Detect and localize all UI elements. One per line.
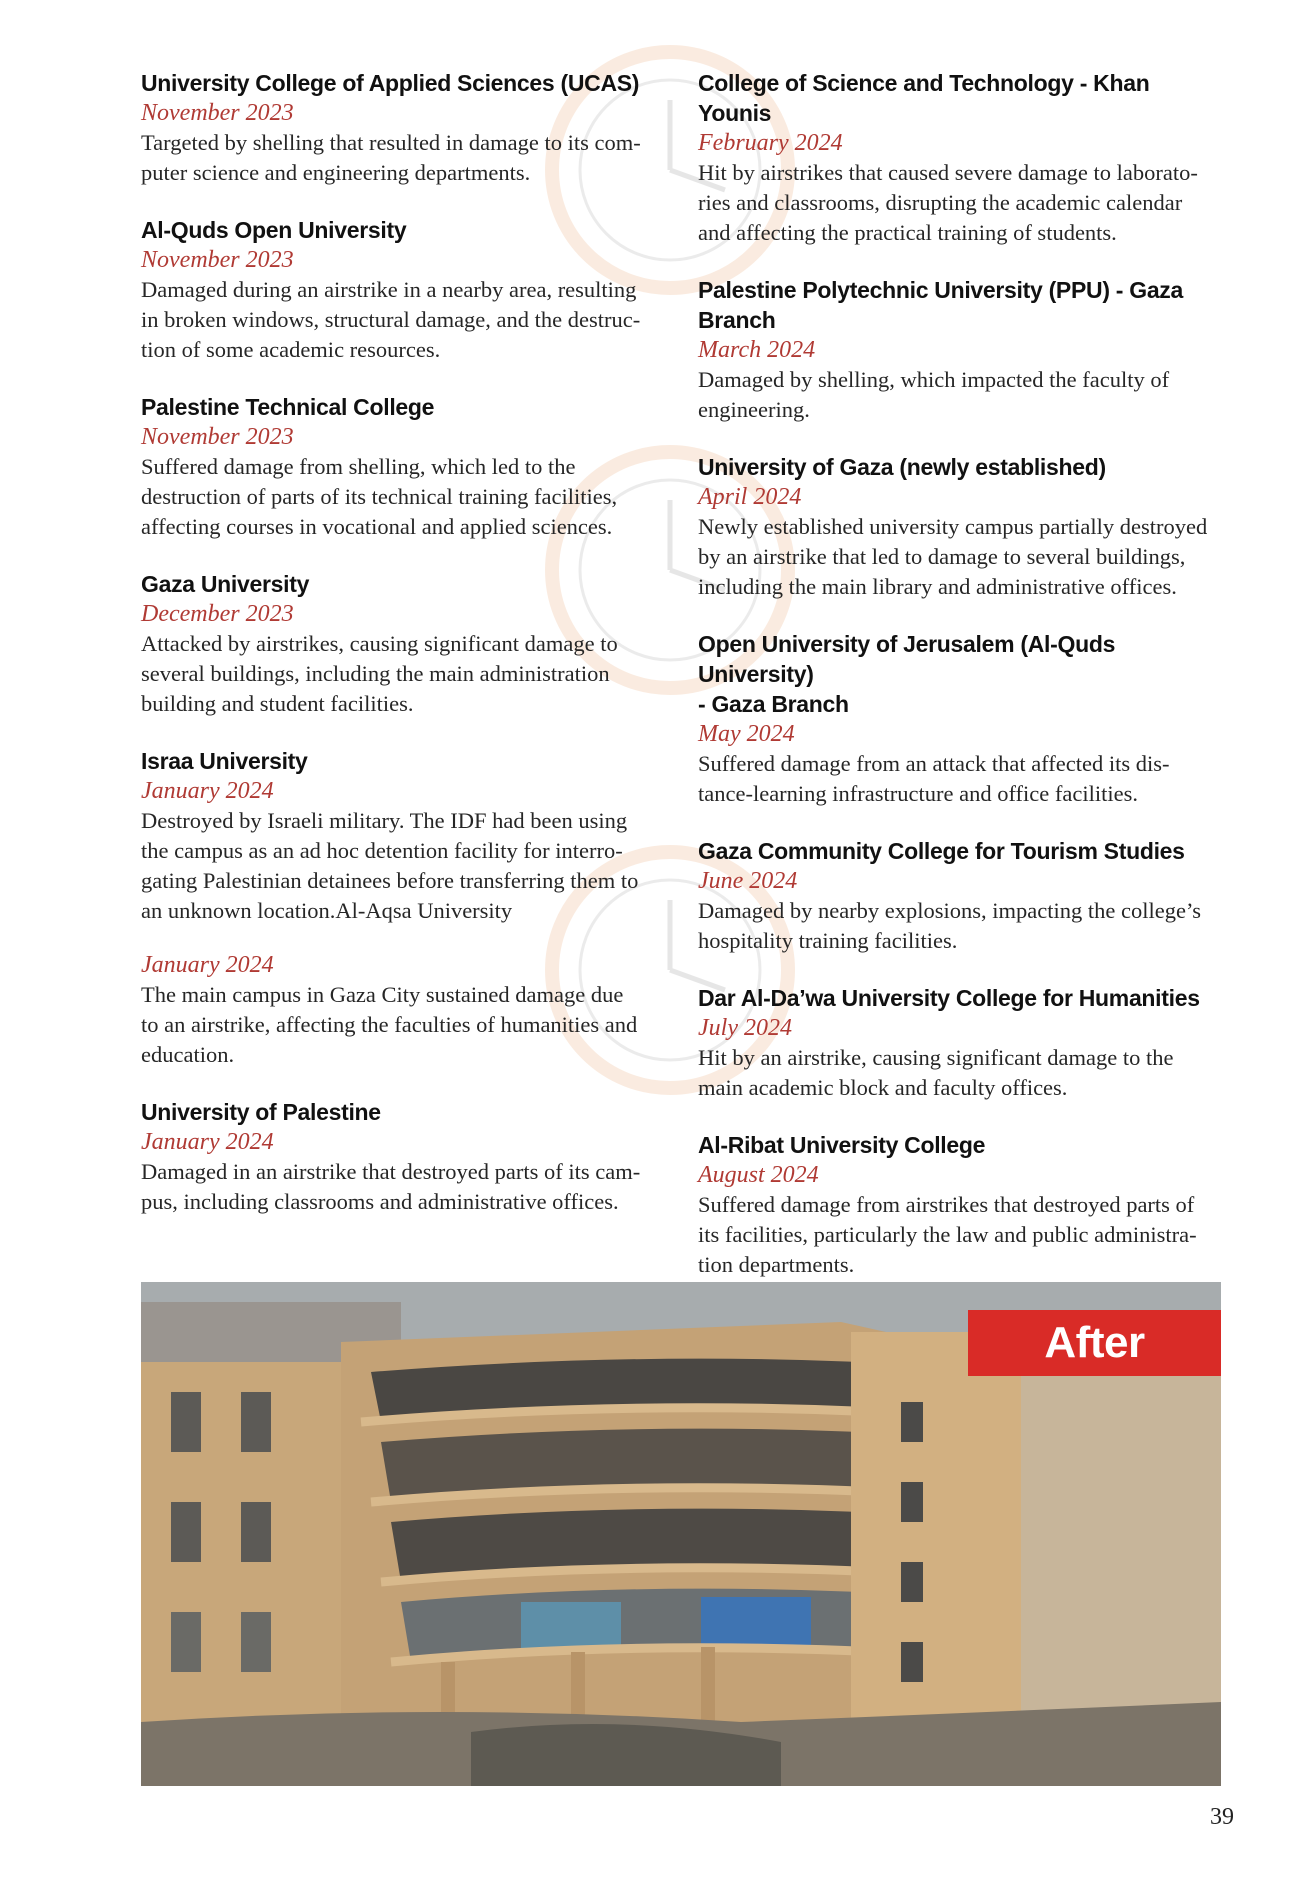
entry-description	[698, 512, 1224, 602]
title-line: - Gaza Branch	[698, 691, 849, 717]
desc-line: ries and classrooms, disrupting the academic calendar	[698, 190, 1183, 215]
entry-college-science-tech	[698, 68, 1224, 248]
desc-line: an unknown location.Al-Aqsa University	[141, 898, 513, 923]
entry-title: University College of Applied Sciences (UCAS)	[141, 70, 640, 96]
desc-line: puter science and engineering departments.	[141, 160, 531, 185]
desc-line: and affecting the practical training of students.	[698, 220, 1117, 245]
page-number: 39	[1210, 1804, 1234, 1830]
entry-date: May 2024	[698, 721, 795, 747]
entry-date: November 2023	[141, 424, 294, 450]
desc-line: Suffered damage from shelling, which led to the	[141, 454, 576, 479]
entry-title	[698, 629, 1224, 719]
desc-line: tion departments.	[698, 1252, 855, 1277]
entry-palestine-technical	[141, 392, 675, 542]
desc-line: Damaged by shelling, which impacted the faculty of	[698, 367, 1170, 392]
title-line: Open University of Jerusalem (Al-Quds University)	[698, 631, 1116, 687]
desc-line: destruction of parts of its technical training facilities,	[141, 484, 618, 509]
entry-title: Israa University	[141, 748, 308, 774]
desc-line: tance-learning infrastructure and office facilities.	[698, 781, 1138, 806]
entry-community-college-tourism	[698, 836, 1224, 956]
entry-description	[141, 629, 675, 719]
entry-description	[141, 452, 675, 542]
entry-description	[141, 275, 675, 365]
desc-line: Destroyed by Israeli military. The IDF had been using	[141, 808, 628, 833]
entry-al-aqsa-university	[141, 926, 675, 1070]
entry-date: December 2023	[141, 601, 294, 627]
entry-date: January 2024	[141, 778, 274, 804]
desc-line: main academic block and faculty offices.	[698, 1075, 1068, 1100]
desc-line: education.	[141, 1042, 235, 1067]
entry-title: Al-Ribat University College	[698, 1132, 986, 1158]
entry-description	[698, 749, 1224, 809]
entry-date: November 2023	[141, 100, 294, 126]
desc-line: affecting courses in vocational and applied sciences.	[141, 514, 613, 539]
desc-line: Targeted by shelling that resulted in damage to its com-	[141, 130, 641, 155]
entry-title	[698, 275, 1224, 335]
entry-title: University of Gaza (newly established)	[698, 454, 1106, 480]
desc-line: to an airstrike, affecting the faculties of humanities and	[141, 1012, 638, 1037]
entry-description	[141, 806, 675, 926]
entry-description	[141, 1157, 675, 1217]
entry-date: July 2024	[698, 1015, 792, 1041]
desc-line: several buildings, including the main administration	[141, 661, 610, 686]
entry-title: Gaza Community College for Tourism Studies	[698, 838, 1185, 864]
title-line: Branch	[698, 307, 776, 333]
entry-date: April 2024	[698, 484, 802, 510]
entry-ppu-gaza	[698, 275, 1224, 425]
entry-description	[698, 1043, 1224, 1103]
entry-description	[698, 365, 1224, 425]
entry-date: August 2024	[698, 1162, 819, 1188]
desc-line: pus, including classrooms and administrative offices.	[141, 1189, 619, 1214]
entry-dar-al-dawa	[698, 983, 1224, 1103]
entry-title: Al-Quds Open University	[141, 217, 407, 243]
desc-line: by an airstrike that led to damage to several buildings,	[698, 544, 1186, 569]
spacer	[141, 926, 675, 950]
entry-date: January 2024	[141, 1129, 274, 1155]
desc-line: tion of some academic resources.	[141, 337, 441, 362]
entry-university-of-palestine	[141, 1097, 675, 1217]
desc-line: The main campus in Gaza City sustained damage due	[141, 982, 624, 1007]
desc-line: the campus as an ad hoc detention facility for interro-	[141, 838, 623, 863]
right-column	[698, 68, 1224, 1307]
entry-title: University of Palestine	[141, 1099, 381, 1125]
desc-line: Suffered damage from airstrikes that destroyed parts of	[698, 1192, 1195, 1217]
entry-date: June 2024	[698, 868, 798, 894]
entry-description	[141, 128, 675, 188]
entry-al-ribat	[698, 1130, 1224, 1280]
entry-description	[698, 158, 1224, 248]
desc-line: engineering.	[698, 397, 810, 422]
desc-line: Hit by an airstrike, causing significant damage to the	[698, 1045, 1174, 1070]
desc-line: in broken windows, structural damage, and the destruc-	[141, 307, 641, 332]
left-column	[141, 68, 675, 1244]
desc-line: hospitality training facilities.	[698, 928, 958, 953]
damaged-building-photo	[141, 1282, 1221, 1786]
entry-date: February 2024	[698, 130, 843, 156]
desc-line: its facilities, particularly the law and public administra-	[698, 1222, 1197, 1247]
entry-date: March 2024	[698, 337, 816, 363]
entry-gaza-university	[141, 569, 675, 719]
entry-title: College of Science and Technology - Khan Younis	[698, 70, 1150, 126]
title-line: Palestine Polytechnic University (PPU) - Gaza	[698, 277, 1183, 303]
entry-title: Dar Al-Da’wa University College for Humanities	[698, 985, 1200, 1011]
entry-israa-university	[141, 746, 675, 926]
desc-line: Hit by airstrikes that caused severe damage to laborato-	[698, 160, 1198, 185]
entry-title: Palestine Technical College	[141, 394, 435, 420]
desc-line: Attacked by airstrikes, causing significant damage to	[141, 631, 618, 656]
entry-title: Gaza University	[141, 571, 310, 597]
after-badge: After	[968, 1310, 1221, 1376]
desc-line: Suffered damage from an attack that affected its dis-	[698, 751, 1170, 776]
entry-open-university-jerusalem	[698, 629, 1224, 809]
desc-line: gating Palestinian detainees before transferring them to	[141, 868, 639, 893]
desc-line: including the main library and administrative offices.	[698, 574, 1177, 599]
entry-description	[698, 896, 1224, 956]
entry-al-quds-open	[141, 215, 675, 365]
desc-line: Damaged in an airstrike that destroyed parts of its cam-	[141, 1159, 641, 1184]
entry-date: January 2024	[141, 952, 274, 978]
entry-description	[141, 980, 675, 1070]
desc-line: Newly established university campus partially destroyed	[698, 514, 1208, 539]
entry-date: November 2023	[141, 247, 294, 273]
desc-line: Damaged by nearby explosions, impacting the college’s	[698, 898, 1201, 923]
entry-university-of-gaza	[698, 452, 1224, 602]
entry-ucas	[141, 68, 675, 188]
desc-line: building and student facilities.	[141, 691, 414, 716]
entry-description	[698, 1190, 1224, 1280]
desc-line: Damaged during an airstrike in a nearby area, resulting	[141, 277, 637, 302]
